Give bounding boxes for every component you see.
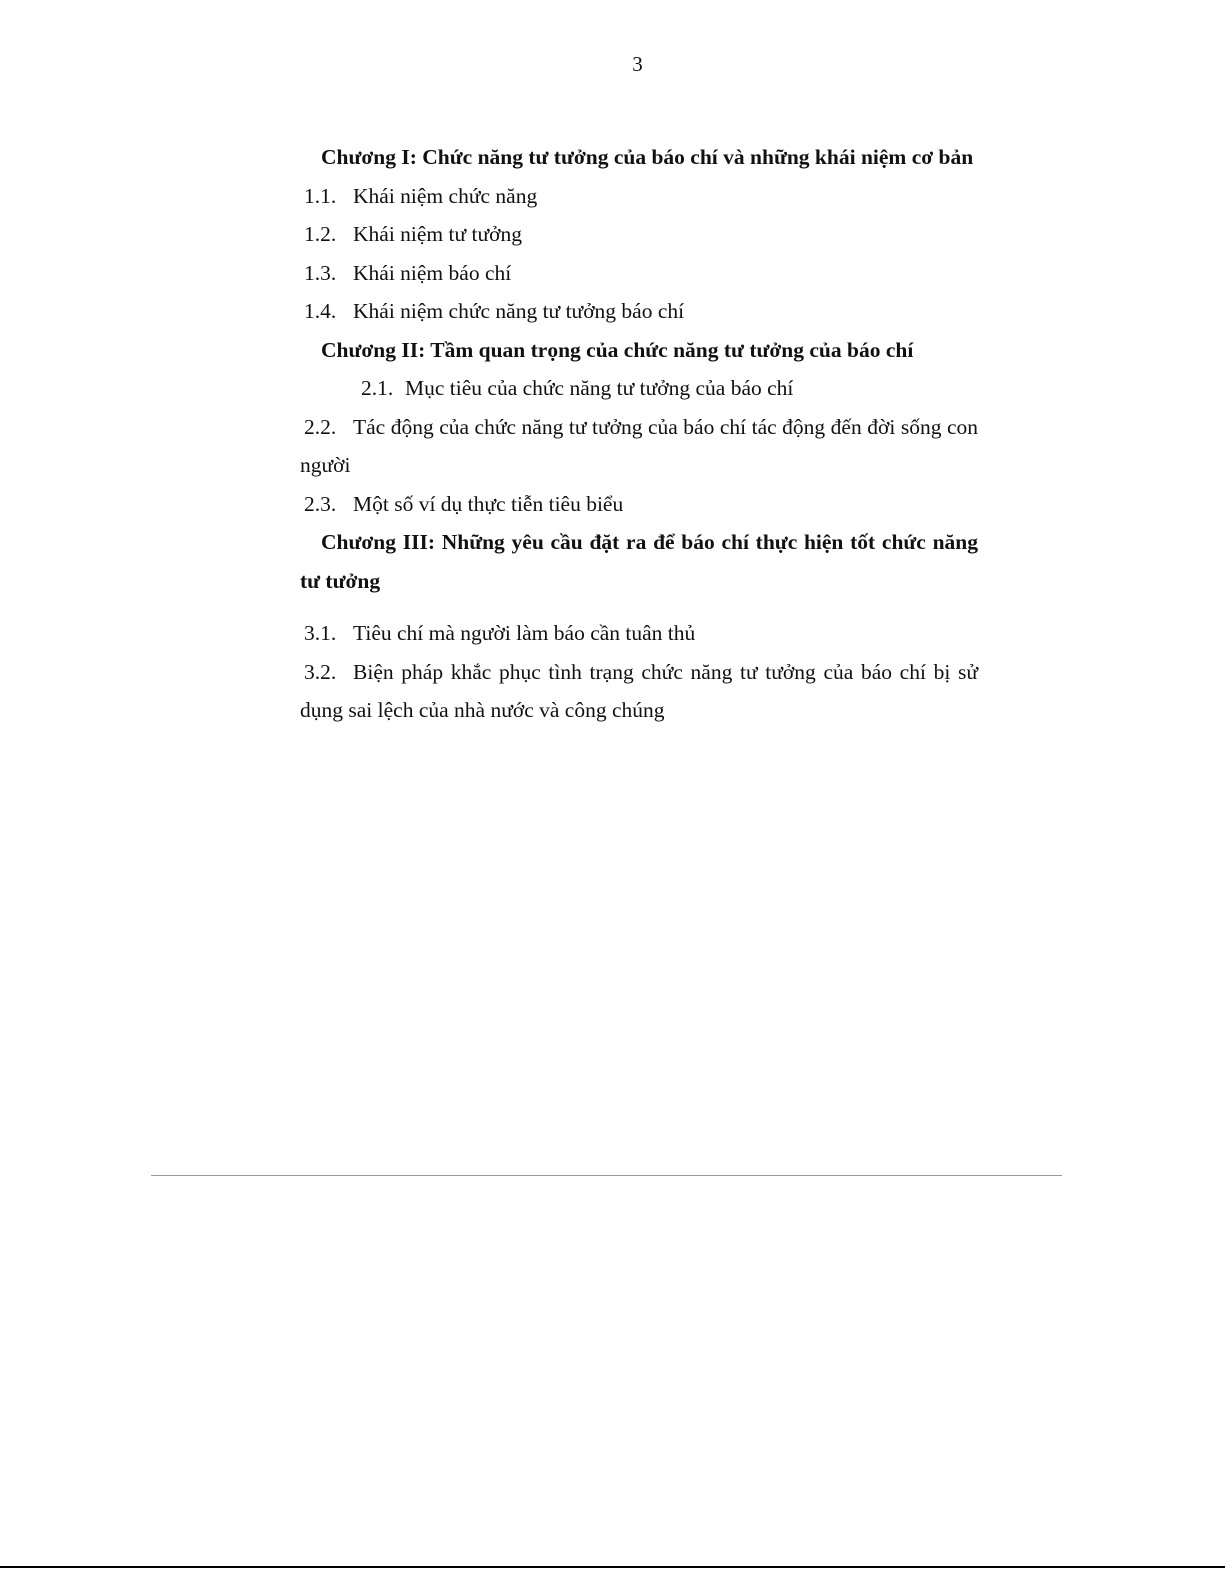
item-number: 3.1. [304, 621, 337, 645]
chapter-2-heading: Chương II: Tầm quan trọng của chức năng tư tưởng của báo chí [321, 337, 914, 362]
list-item [300, 653, 978, 730]
item-number: 1.4. [304, 299, 337, 323]
item-number: 1.2. [304, 222, 337, 246]
chapter-1-heading: Chương I: Chức năng tư tưởng của báo chí và những khái niệm cơ bản [321, 145, 974, 169]
item-text: Tiêu chí mà người làm báo cần tuân thủ [353, 621, 696, 645]
item-number: 2.1. [361, 376, 394, 400]
table-of-contents [300, 138, 978, 730]
item-text: Khái niệm chức năng tư tưởng báo chí [353, 299, 685, 323]
item-number: 2.3. [304, 491, 337, 516]
list-item [300, 254, 978, 293]
list-item [300, 177, 978, 216]
item-number: 3.2. [304, 659, 337, 684]
item-text: Một số ví dụ thực tiễn tiêu biểu [353, 491, 624, 516]
item-text: Tác động của chức năng tư tưởng của báo chí tác động đến đời sống con người [300, 414, 978, 477]
page-bottom-edge [0, 1566, 1225, 1568]
item-number: 1.1. [304, 183, 337, 208]
list-item [300, 369, 978, 408]
list-item [300, 614, 978, 653]
spacer [300, 600, 978, 614]
list-item [300, 215, 978, 254]
list-item [300, 485, 978, 524]
item-text: Khái niệm tư tưởng [353, 222, 523, 246]
list-item [300, 408, 978, 485]
item-number: 1.3. [304, 260, 337, 285]
chapter-3-heading: Chương III: Những yêu cầu đặt ra để báo chí thực hiện tốt chức năng tư tưởng [300, 530, 978, 593]
list-item [300, 292, 978, 331]
footer-divider [151, 1175, 1062, 1176]
item-text: Khái niệm chức năng [353, 183, 538, 208]
item-text: Biện pháp khắc phục tình trạng chức năng tư tưởng của báo chí bị sử dụng sai lệch của nhà nước và công chúng [300, 659, 978, 722]
item-number: 2.2. [304, 414, 337, 439]
item-text: Khái niệm báo chí [353, 260, 512, 285]
page-number: 3 [632, 52, 643, 76]
item-text: Mục tiêu của chức năng tư tưởng của báo chí [405, 376, 794, 400]
